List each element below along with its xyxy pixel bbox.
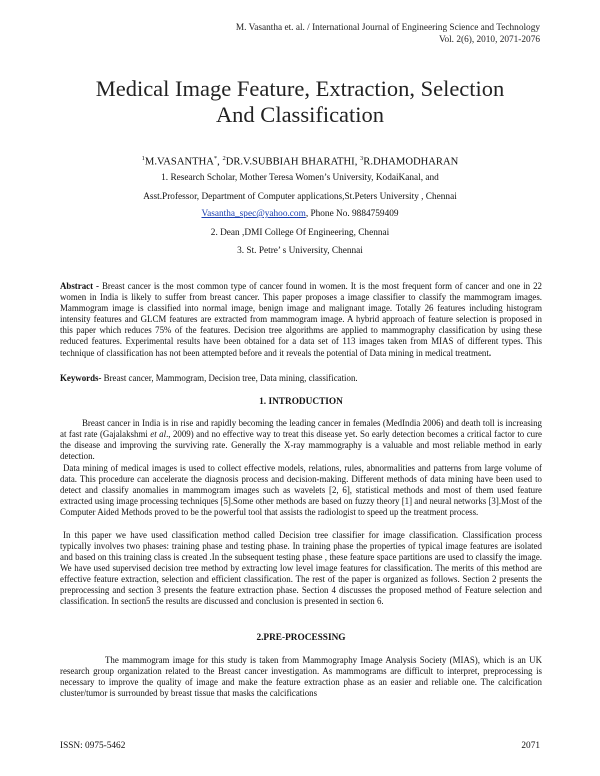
intro-p1-text-a: Breast cancer in India is in rise and rapidly becoming the leading cancer in females (MedIndia 2006) and death toll is increasing at fast rate (Gajalakshmi xyxy=(60,418,542,440)
paper-title-line-1: Medical Image Feature, Extraction, Selection xyxy=(95,76,505,101)
affiliation-line-5: 3. St. Petre’ s University, Chennai xyxy=(237,246,363,256)
author-2-affil-number: 2 xyxy=(222,155,226,162)
intro-p1-text-b: ., 2009) and no effective way to treat this disease yet. So early detection becomes a critical factor to cure the disease and improving the surviving rate. Generally the X-ray mammography is a valuable and most reliable method in early detection. xyxy=(60,429,542,462)
affiliation-line-2: Asst.Professor, Department of Computer applications,St.Peters University , Chennai xyxy=(143,192,457,202)
author-1-name: M.VASANTHA xyxy=(144,156,214,168)
abstract-label: Abstract - xyxy=(60,281,102,291)
abstract-end: . xyxy=(488,347,492,358)
corresponding-author-mark: * xyxy=(213,155,218,162)
paper-title xyxy=(40,76,560,128)
author-3-name: R.DHAMODHARAN xyxy=(363,156,459,168)
preprocessing-paragraph-1: The mammogram image for this study is taken from Mammography Image Analysis Society (MIAS), which is an UK research group organization related to the Breast cancer investigation. As mammograms are difficult to interpret, preprocessing is necessary to improve the quality of image and make the feature extraction phase as an easier and reliable one. The calcification cluster/tumor is surrounded by breast tissue that masks the calcifications xyxy=(60,655,542,699)
footer-issn: ISSN: 0975-5462 xyxy=(60,741,126,751)
author-2-name: DR.V.SUBBIAH BHARATHI, xyxy=(225,156,360,168)
keywords-text: Breast cancer, Mammogram, Decision tree, Data mining, classification. xyxy=(101,373,358,383)
intro-paragraph-2: Data mining of medical images is used to collect effective models, relations, rules, abnormalities and patterns from large volume of data. This procedure can accelerate the diagnosis process and decision-making. Different methods of data mining have been used to detect and classify anomalies in mammogram images such as wavelets [2, 6], statistical methods and most of them used feature extracted using image processing techniques [5].Some other methods are based on fuzzy theory [1] and neural networks [3].Most of the Computer Aided Methods proved to be the powerful tool that assists the radiologist to speed up the treatment process. xyxy=(60,463,542,518)
running-head xyxy=(120,22,540,46)
author-1-affil-number: 1 xyxy=(141,155,145,162)
abstract xyxy=(60,281,542,359)
running-head-line-1: M. Vasantha et. al. / International Journal of Engineering Science and Technology xyxy=(235,23,540,33)
section-heading-introduction: 1. INTRODUCTION xyxy=(259,397,343,407)
section-heading-preprocessing: 2.PRE-PROCESSING xyxy=(256,633,346,643)
author-list xyxy=(40,152,560,169)
footer-page-number: 2071 xyxy=(521,741,540,751)
affiliation-line-4: 2. Dean ,DMI College Of Engineering, Chennai xyxy=(210,228,390,238)
intro-paragraph-3: In this paper we have used classification method called Decision tree classifier for image classification. Classification process typically involves two phases: training phase and testing phase. In training phase the properties of typical image features are isolated and based on this training class is created .In the subsequent testing phase , these feature space partitions are used to classify the image. We have used supervised decision tree method by extracting low level image features for classification. The merits of this method are effective feature extraction, selection and efficient classification. The rest of the paper is organized as follows. Section 2 presents the preprocessing and section 3 presents the feature extraction phase. Section 4 discusses the proposed method of Feature selection and classification. In section5 the results are discussed and conclusion is presented in section 6. xyxy=(60,530,542,607)
author-separator: , xyxy=(217,156,223,168)
intro-p1-etal: et al xyxy=(150,429,167,440)
keywords xyxy=(60,373,542,384)
author-phone: , Phone No. 9884759409 xyxy=(305,209,399,219)
contact-line xyxy=(40,208,560,220)
running-head-line-2: Vol. 2(6), 2010, 2071-2076 xyxy=(438,35,540,45)
author-email-link[interactable]: Vasantha_spec@yahoo.com xyxy=(201,209,306,219)
keywords-label: Keywords- xyxy=(60,373,102,383)
paper-title-line-2: And Classification xyxy=(215,102,385,127)
intro-paragraph-1 xyxy=(60,418,542,462)
abstract-text: Breast cancer is the most common type of cancer found in women. It is the most frequent form of cancer and one in 22 women in India is likely to suffer from breast cancer. This paper proposes a image classifier to classify the mammogram images. Mammogram image is classified into normal image, benign image and malignant image. Totally 26 features including histogram intensity features and GLCM features are extracted from mammogram image. A hybrid approach of feature selection is proposed in this paper which reduces 75% of the features. Decision tree algorithms are applied to mammography classification by using these reduced features. Experimental results have been obtained for a data set of 113 images taken from MIAS of different types. This technique of classification has not been attempted before and it reveals the potential of Data mining in medical treatment xyxy=(60,281,542,358)
affiliation-line-1: 1. Research Scholar, Mother Teresa Women’s University, KodaiKanal, and xyxy=(161,173,439,183)
author-3-affil-number: 3 xyxy=(360,155,364,162)
